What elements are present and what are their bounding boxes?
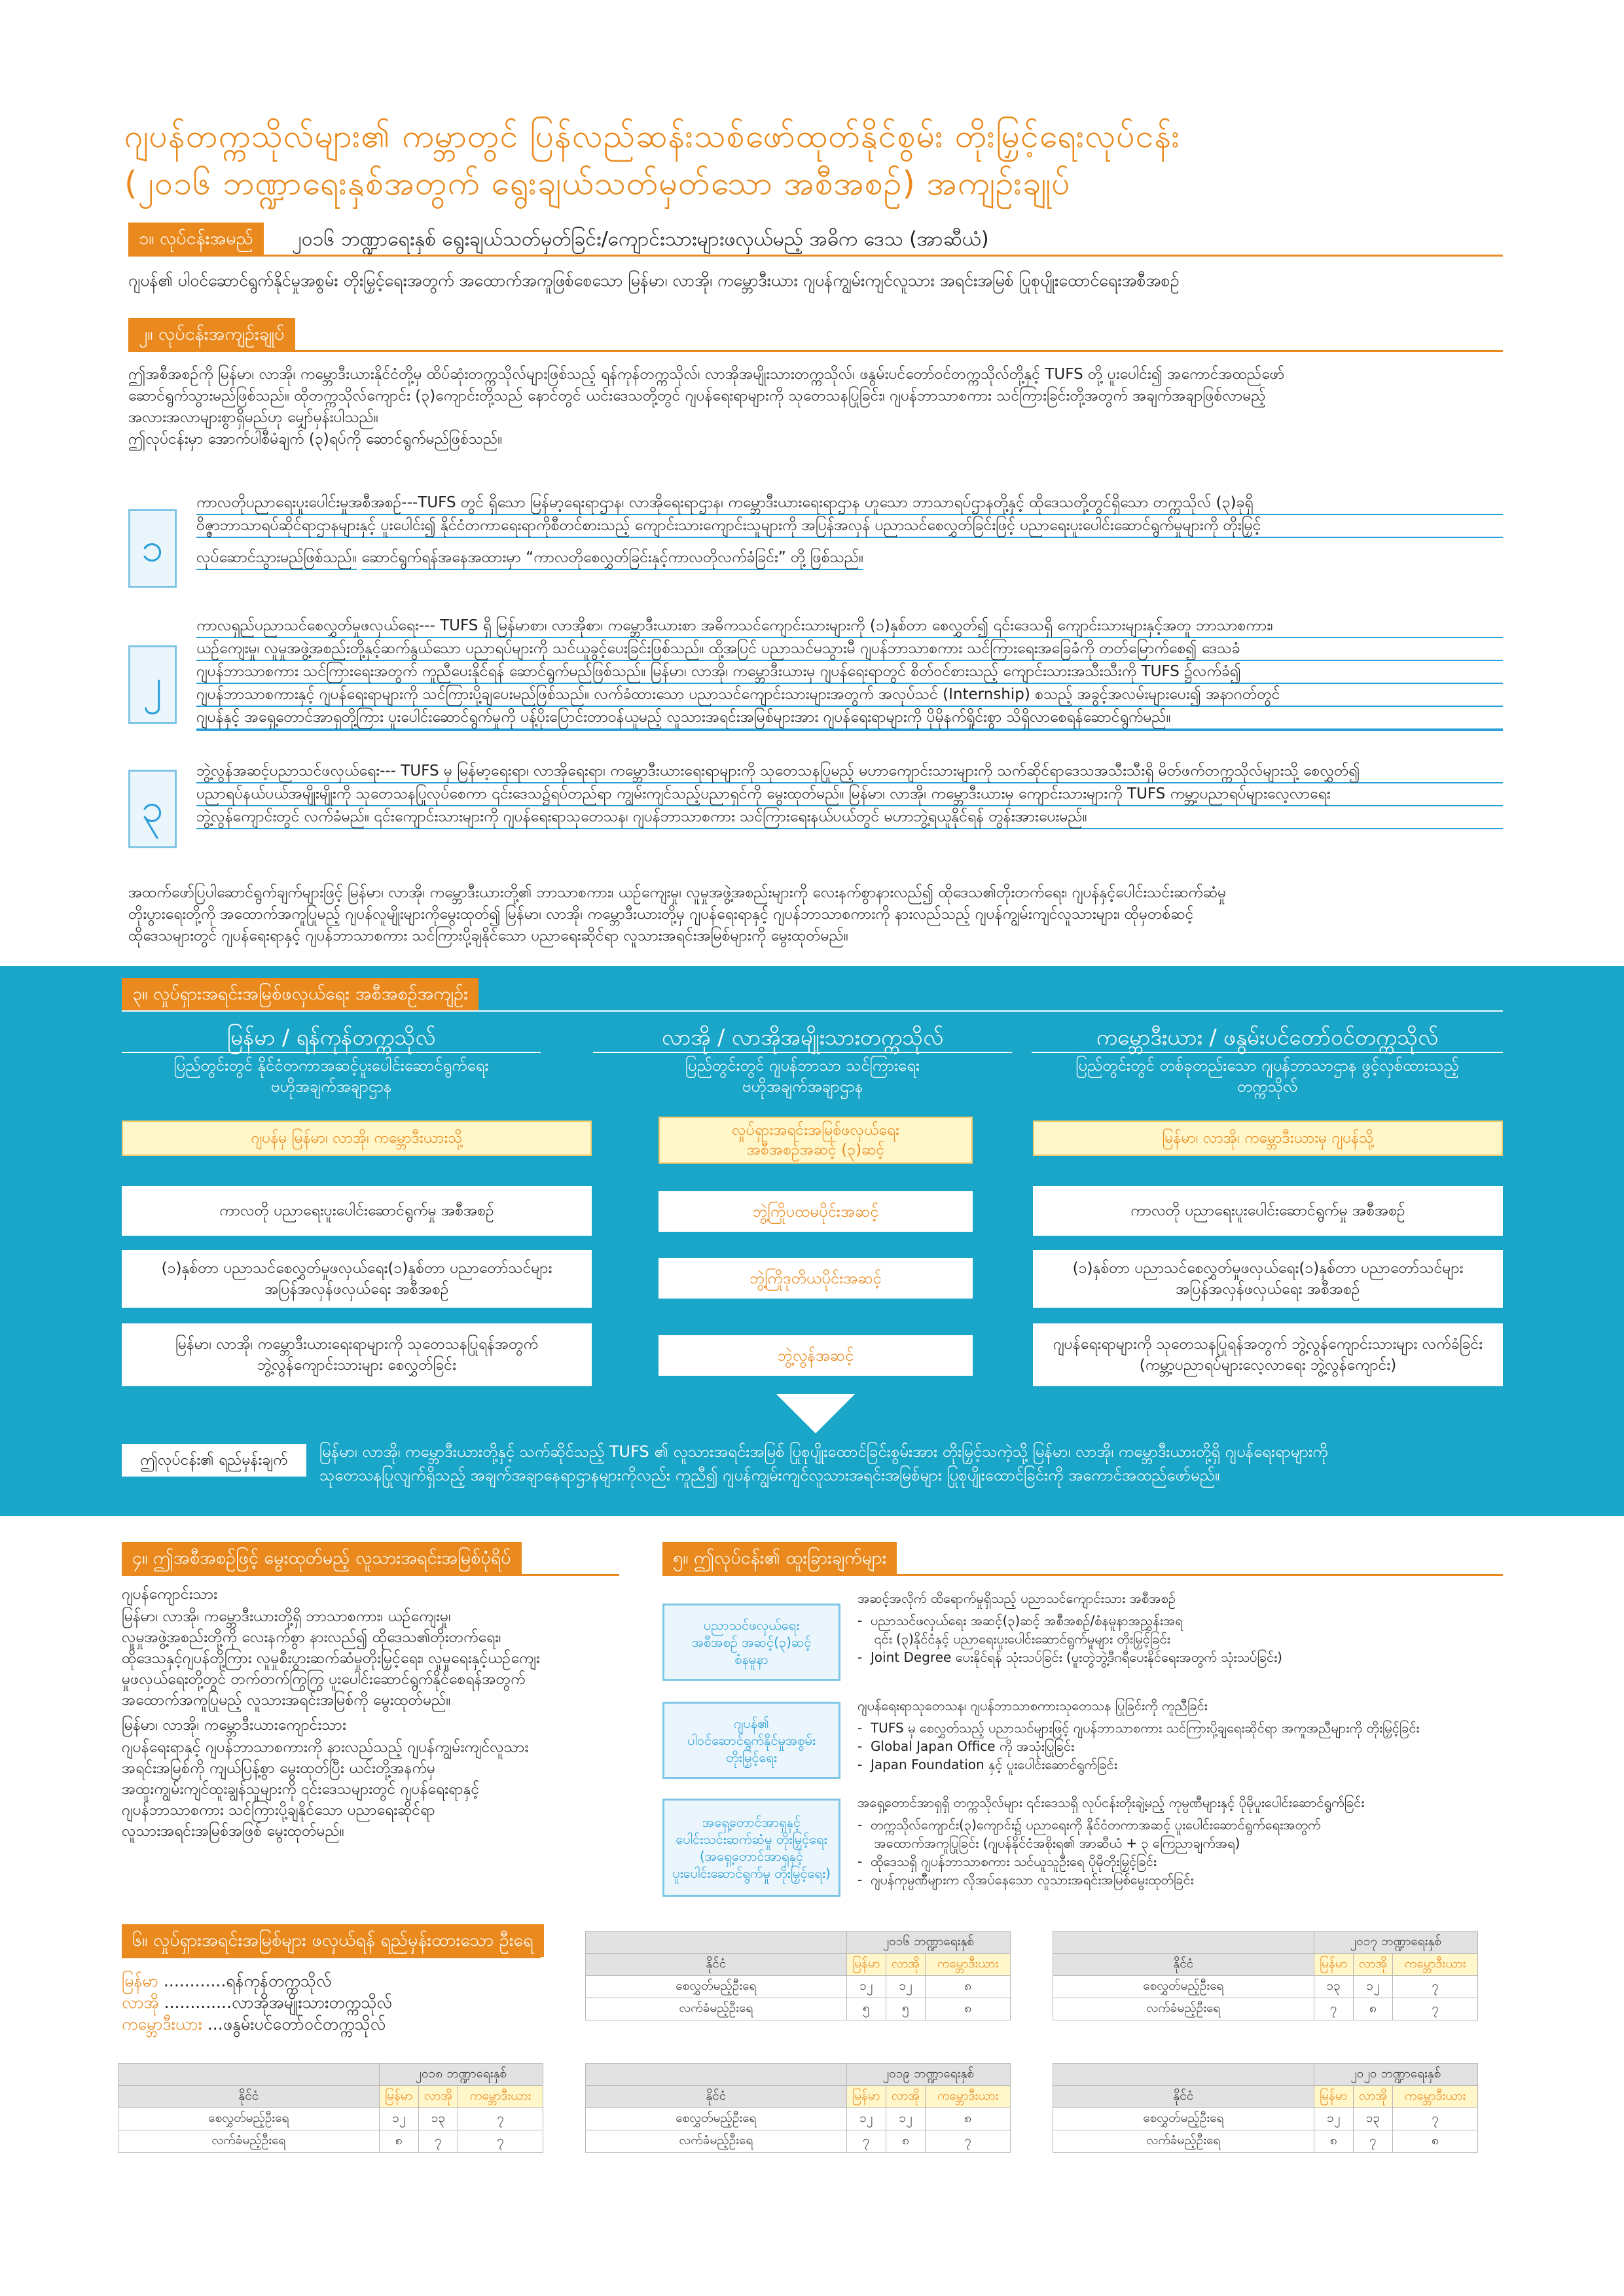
flow-japan-to-region: ဂျပန်မှ မြန်မာ၊ လာအို၊ ကမ္ဘောဒီးယားသို့ [122, 1121, 592, 1156]
row2-left [122, 1250, 592, 1308]
stage-graduate: ဘွဲ့လွန်အဆင့် [659, 1335, 973, 1376]
table-fy2020 [1053, 2063, 1478, 2153]
row-line: ဘွဲ့လွန်ကျောင်းသားများ စေလွှတ်ခြင်း [257, 1357, 456, 1374]
row-line: ဂျပန်ရေးရာများကို သုတေသနပြုရန်အတွက် ဘွဲ့လွန်ကျောင်းသားများ လက်ခံခြင်း [1053, 1336, 1483, 1353]
table-cell: ၈ [1353, 1998, 1393, 2020]
col-cambodia-head: ကမ္ဘောဒီးယား / ဖနွမ်းပင်တော်ဝင်တက္ကသိုလ် [1032, 1023, 1503, 1053]
col-cambodia-sub [1032, 1055, 1503, 1097]
table-col: မြန်မာ [846, 2086, 886, 2108]
table-cell: ၁၂ [846, 1976, 886, 1998]
table-blank [1053, 2064, 1314, 2086]
bullet: - တက္ကသိုလ်ကျောင်း(၃)ကျောင်း၌ ပညာရေးကို နိုင်ငံတကာအဆင့် ပူးပေါင်းဆောင်ရွက်ရေးအတွက် [857, 1817, 1321, 1833]
table-blank [586, 1931, 847, 1954]
table-cell: ၈ [379, 2130, 418, 2153]
text-line: မြန်မာ၊ လာအို၊ ကမ္ဘောဒီးယားတို့ရှိ ဘာသာစကား၊ ယဉ်ကျေးမှု၊ [122, 1608, 451, 1625]
table-row-label: စေလွှတ်မည့်ဦးရေ [586, 2108, 847, 2130]
row3-right [1033, 1323, 1503, 1386]
item-line: လုပ်ဆောင်သွားမည်ဖြစ်သည်။ [196, 547, 357, 570]
bullet: - Joint Degree ပေးနိုင်ရန် သုံးသပ်ခြင်း (ပူးတွဲဘွဲ့ဒီဂရီပေးနိုင်ရေးအတွက် သုံးသပ်ခြင်း) [857, 1649, 1282, 1665]
row-line: (ကမ္ဘာ့ပညာရပ်များလေ့လာရေး ဘွဲ့လွန်ကျောင်း) [1139, 1357, 1397, 1374]
bullet: - Global Japan Office ကို အသုံးပြုခြင်း [857, 1738, 1075, 1754]
arrow-down-icon [776, 1394, 855, 1433]
text-line: လူသားအရင်းအမြစ်အဖြစ် မွေးထုတ်မည်။ [122, 1823, 344, 1840]
feature3-box [662, 1799, 840, 1897]
col-laos-sub [593, 1055, 1012, 1097]
table-cell: ၇ [926, 2130, 1011, 2153]
table-blank [1053, 1931, 1314, 1954]
bullet-text: Global Japan Office ကို အသုံးပြုခြင်း [870, 1738, 1075, 1754]
table-cell: ၇ [1393, 2108, 1478, 2130]
table-row-label: စေလွှတ်မည့်ဦးရေ [118, 2108, 380, 2130]
flow-line: လှုပ်ရှားအရင်းအမြစ်ဖလှယ်ရေး [732, 1122, 899, 1139]
row2-right [1033, 1250, 1503, 1308]
table-year: ၂၀၁၆ ဘဏ္ဍာရေးနှစ် [846, 1931, 1010, 1954]
outro-line: အထက်ဖော်ပြပါဆောင်ရွက်ချက်များဖြင့် မြန်မာ၊ လာအို၊ ကမ္ဘောဒီးယားတို့၏ ဘာသာစကား၊ ယဉ်ကျေးမှု၊ လူမှုအဖွဲ့အစည်းများကို လေးနက်စွာနားလည်၍ ထိုဒေသ၏တိုးတက်ရေး၊ ဂျပန်နှင့်ပေါင်းသင်းဆက်ဆံမှု [128, 884, 1227, 901]
section5-label: ၅။ ဤလုပ်ငန်း၏ ထူးခြားချက်များ [662, 1542, 897, 1575]
table-year: ၂၀၁၉ ဘဏ္ဍာရေးနှစ် [846, 2064, 1010, 2086]
box-line: ပါဝင်ဆောင်ရွက်နိုင်မှုအစွမ်း [687, 1732, 816, 1748]
box-line: စံနမူနာ [734, 1651, 768, 1667]
section3-label: ၃။ လှုပ်ရှားအရင်းအမြစ်ဖလှယ်ရေး အစီအစဉ်အကျဉ်း [122, 978, 478, 1011]
table-cell: ၁၃ [1314, 1976, 1353, 1998]
section4-label: ၄။ ဤအစီအစဉ်ဖြင့် မွေးထုတ်မည့် လူသားအရင်းအမြစ်ပုံရိပ် [122, 1542, 522, 1575]
table-col: ကမ္ဘောဒီးယား [926, 2086, 1011, 2108]
bullet: - ပညာသင်ဖလှယ်ရေး အဆင့်(၃)ဆင့် အစီအစဉ်/စံနမူနာအညွှန်းအရ [857, 1613, 1183, 1628]
table-cell: ၅ [886, 1998, 926, 2020]
feature2-head: ဂျပန်ရေးရာသုတေသန၊ ဂျပန်ဘာသာစကားသုတေသန ပြုခြင်းကို ကူညီခြင်း [857, 1698, 1208, 1713]
table-cell: ၇ [458, 2130, 543, 2153]
text-line: မှုဖလှယ်ရေးတို့တွင် တက်တက်ကြွကြွ ပူးပေါင်းဆောင်ရွက်နိုင်စေရန်အတွက် [122, 1671, 526, 1688]
table-col: ကမ္ဘောဒီးယား [458, 2086, 543, 2108]
table-cell: ၇ [1393, 1998, 1478, 2020]
table-blank [118, 2064, 380, 2086]
item1-text [196, 492, 1503, 570]
box-line: ပေါင်းသင်းဆက်ဆံမှု တိုးမြှင့်ရေး [676, 1831, 827, 1847]
sub-line: ပြည်တွင်းတွင် တစ်ခုတည်းသော ဂျပန်ဘာသာဌာန ဖွင့်လှစ်ထားသည့် [1075, 1056, 1459, 1075]
bullet-text: Japan Foundation နှင့် ပူးပေါင်းဆောင်ရွက်ခြင်း [870, 1757, 1117, 1772]
section6-label: ၆။ လှုပ်ရှားအရင်းအမြစ်များ ဖလှယ်ရန် ရည်မှန်းထားသော ဦးရေ [122, 1924, 544, 1957]
table-row-label: လက်ခံမည့်ဦးရေ [1053, 2130, 1314, 2153]
box-line: (အရှေ့တောင်အာရှနှင့် [699, 1848, 804, 1864]
item2-number: ၂ [128, 645, 177, 724]
partner-laos: လာအို .............လာအိုအမျိုးသားတက္ကသိုလ် [122, 1993, 392, 2012]
text-line: အရင်းအမြစ်ကို ကျယ်ပြန့်စွာ မွေးထုတ်ပြီး ယင်းတို့အနက်မှ [122, 1760, 436, 1777]
partner-uni: ဖနွမ်းပင်တော်ဝင်တက္ကသိုလ် [223, 2015, 386, 2034]
item-note: ဆောင်ရွက်ရန်အနေအထားမှာ “ကာလတိုစေလွှတ်ခြင်းနှင့်ကာလတိုလက်ခံခြင်း” တို့ ဖြစ်သည်။ [361, 547, 863, 570]
title-line-2: (၂၀၁၆ ဘဏ္ဍာရေးနှစ်အတွက် ရွေးချယ်သတ်မှတ်သော အစီအစဉ်) အကျဉ်းချုပ် [124, 164, 1071, 202]
item-line: ဝိဇ္ဇာဘာသာရပ်ဆိုင်ရာဌာနများနှင့် ပူးပေါင်း၍ နိုင်ငံတကာရေးရာကိုစီတင်စားသည့် ကျောင်းသားကျောင်းသူများကို အပြန်အလှန် ပညာသင်စေလွှတ်ခြင်းဖြင့် ပညာရေးပူးပေါင်းဆောင်ရွက်မှုများကို တိုးမြှင့် [196, 515, 1503, 538]
table-cell: ၁၂ [886, 1976, 926, 1998]
sub-line: ဗဟိုအချက်အချာဌာန [270, 1077, 392, 1096]
table-cell: ၁၃ [1353, 2108, 1393, 2130]
feature2-bullets [857, 1719, 1503, 1774]
table-cell: ၈ [886, 2130, 926, 2153]
feature3-bullets [857, 1816, 1503, 1889]
table-col-country: နိုင်ငံ [1053, 2086, 1314, 2108]
table-col: လာအို [418, 2086, 458, 2108]
text-line: အထူးကျွမ်းကျင်ထူးချွန်သူများကို ၎င်းဒေသများတွင် ဂျပန်ရေးရာနှင့် [122, 1781, 480, 1798]
table-col: ကမ္ဘောဒီးယား [926, 1954, 1011, 1976]
table-col: မြန်မာ [846, 1954, 886, 1976]
table-col-country: နိုင်ငံ [118, 2086, 380, 2108]
intro-line: အလားအလာများစွာရှိမည်ဟု မျှော်မှန်းပါသည်။ [128, 409, 379, 426]
table-col-country: နိုင်ငံ [586, 1954, 847, 1976]
partner-cambodia: ကမ္ဘောဒီးယား ...ဖနွမ်းပင်တော်ဝင်တက္ကသိုလ် [122, 2015, 386, 2034]
bullet: အထောက်အကူပြုခြင်း (ဂျပန်နိုင်ငံအစိုးရ၏ အာဆီယံ + ၃ ကြေညာချက်အရ) [857, 1835, 1240, 1851]
bullet-text: ဂျပန်ကုမ္ပဏီများက လိုအပ်နေသော လူသားအရင်းအမြစ်မွေးထုတ်ခြင်း [870, 1872, 1194, 1888]
table-cell: ၇ [458, 2108, 543, 2130]
table-cell: ၇ [1353, 2130, 1393, 2153]
section2-outro [128, 882, 1503, 947]
table-col-country: နိုင်ငံ [1053, 1954, 1314, 1976]
item-line: ကာလရှည်ပညာသင်စေလွှတ်မှုဖလှယ်ရေး--- TUFS ရှိ မြန်မာစာ၊ လာအိုစာ၊ ကမ္ဘောဒီးယားစာ အဓိကသင်ကျောင်းသားများကို (၁)နှစ်တာ စေလွှတ်၍ ၎င်းဒေသရှိ ကျောင်းသားများနှင့်အတူ ဘာသာစကား၊ [196, 615, 1503, 638]
feature1-box [662, 1604, 840, 1681]
stage-undergrad-1: ဘွဲ့ကြိုပထမပိုင်းအဆင့် [659, 1191, 973, 1232]
stage-undergrad-2: ဘွဲ့ကြိုဒုတိယပိုင်းအဆင့် [659, 1258, 973, 1299]
feature1-head: အဆင့်အလိုက် ထိရောက်မှုရှိသည့် ပညာသင်ကျောင်းသား အစီအစဉ် [857, 1590, 1176, 1606]
bullet-text: TUFS မှ စေလွှတ်သည့် ပညာသင်များဖြင့် ဂျပန်ဘာသာစကား သင်ကြားပို့ချရေးဆိုင်ရာ အကူအညီများကို တိုးမြှင့်ခြင်း [870, 1720, 1420, 1736]
bullet: - TUFS မှ စေလွှတ်သည့် ပညာသင်များဖြင့် ဂျပန်ဘာသာစကား သင်ကြားပို့ချရေးဆိုင်ရာ အကူအညီများကို တိုးမြှင့်ခြင်း [857, 1720, 1420, 1736]
table-year: ၂၀၁၇ ဘဏ္ဍာရေးနှစ် [1314, 1931, 1477, 1954]
item-line: ဘွဲ့လွန်အဆင့်ပညာသင်ဖလှယ်ရေး--- TUFS မှ မြန်မာ့ရေးရာ၊ လာအိုရေးရာ၊ ကမ္ဘောဒီးယားရေးရာများကို သုတေသနပြုမည့် မဟာကျောင်းသားများကို သက်ဆိုင်ရာဒေသအသီးသီးရှိ မိတ်ဖက်တက္ကသိုလ်များသို့ စေလွှတ်၍ [196, 761, 1503, 783]
box-line: ပူးပေါင်းဆောင်ရွက်မှု တိုးမြှင့်ရေး) [672, 1865, 831, 1881]
box-line: ဂျပန်၏ [733, 1715, 770, 1731]
sub-line: တက္ကသိုလ် [1236, 1077, 1298, 1096]
table-cell: ၈ [926, 2108, 1011, 2130]
bullet: ၎င်း (၃)နိုင်ငံနှင့် ပညာရေးပူးပေါင်းဆောင်ရွက်မှုများ တိုးမြှင့်ခြင်း [857, 1631, 1170, 1647]
table-row-label: စေလွှတ်မည့်ဦးရေ [1053, 1976, 1314, 1998]
section2-intro [128, 364, 1503, 450]
goal-label: ဤလုပ်ငန်း၏ ရည်မှန်းချက် [122, 1444, 306, 1477]
feature2-box [662, 1702, 840, 1779]
table-col: လာအို [1353, 2086, 1393, 2108]
table-cell: ၁၂ [379, 2108, 418, 2130]
text-line: ဂျပန်ဘာသာစကား သင်ကြားပို့ချနိုင်သော ပညာရေးဆိုင်ရာ [122, 1802, 435, 1819]
row-line: (၁)နှစ်တာ ပညာသင်စေလွှတ်မှုဖလှယ်ရေး(၁)နှစ်တာ ပညာတော်သင်များ [161, 1260, 552, 1277]
regional-student-text [122, 1737, 619, 1842]
table-row-label: စေလွှတ်မည့်ဦးရေ [586, 1976, 847, 1998]
partner-country: မြန်မာ [122, 1971, 158, 1990]
table-fy2017 [1053, 1931, 1478, 2020]
table-col: မြန်မာ [1314, 2086, 1353, 2108]
table-cell: ၇ [1393, 1976, 1478, 1998]
table-cell: ၁၃ [418, 2108, 458, 2130]
table-row-label: လက်ခံမည့်ဦးရေ [586, 1998, 847, 2020]
table-cell: ၈ [926, 1976, 1011, 1998]
table-col: ကမ္ဘောဒီးယား [1393, 1954, 1478, 1976]
table-blank [586, 2064, 847, 2086]
item-line: ဘွဲ့လွန်ကျောင်းတွင် လက်ခံမည်။ ၎င်းကျောင်းသားများကို ဂျပန်ရေးရာသုတေသန၊ ဂျပန်ဘာသာစကား သင်ကြားရေးနယ်ပယ်တွင် မဟာဘွဲ့ရယူနိုင်ရန် တွန်းအားပေးမည်။ [196, 806, 1503, 829]
table-row-label: လက်ခံမည့်ဦးရေ [1053, 1998, 1314, 2020]
partner-uni: ရန်ကုန်တက္ကသိုလ် [226, 1971, 332, 1990]
table-cell: ၈ [1393, 2130, 1478, 2153]
item-line: ပညာရပ်နယ်ပယ်အမျိုးမျိုးကို သုတေသနပြုလုပ်စေကာ ၎င်းဒေသ၌ရပ်တည်ရာ ကျွမ်းကျင်သည့်ပညာရှင်ကို မွေးထုတ်မည်။ မြန်မာ၊ လာအို၊ ကမ္ဘောဒီးယားမှ ကျောင်းသားများကို TUFS ကမ္ဘာ့ပညာရပ်များလေ့လာရေး [196, 783, 1503, 806]
title-line-1: ဂျပန်တက္ကသိုလ်များ၏ ကမ္ဘာတွင် ပြန်လည်ဆန်းသစ်ဖော်ထုတ်နိုင်စွမ်း တိုးမြှင့်ရေးလုပ်ငန်း [124, 117, 1181, 155]
table-col: ကမ္ဘောဒီးယား [1393, 2086, 1478, 2108]
partner-country: လာအို [122, 1993, 159, 2012]
col-laos-head: လာအို / လာအိုအမျိုးသားတက္ကသိုလ် [593, 1023, 1012, 1053]
row-line: မြန်မာ၊ လာအို၊ ကမ္ဘောဒီးယားရေးရာများကို သုတေသနပြုရန်အတွက် [175, 1336, 539, 1353]
page-title [124, 113, 1512, 207]
outro-line: တိုးပွားရေးတို့ကို အထောက်အကူပြုမည့် ဂျပန်လူမျိုးများကိုမွေးထုတ်၍ မြန်မာ၊ လာအို၊ ကမ္ဘောဒီးယားတို့မှ ဂျပန်ရေးရာနှင့် ဂျပန်ဘာသာစကားကို နားလည်သည့် ဂျပန်ကျွမ်းကျင်လူသားများ၊ ထိုမှတစ်ဆင့် [128, 906, 1194, 923]
section2-label: ၂။ လုပ်ငန်းအကျဉ်းချုပ် [128, 318, 295, 351]
item-line: ဂျပန်ဘာသာစကား သင်ကြားရေးအတွက် ကူညီပေးနိုင်ရန် ဆောင်ရွက်မည်ဖြစ်သည်။ မြန်မာ၊ လာအို၊ ကမ္ဘောဒီးယားမှ ဂျပန်ရေးရာတွင် စိတ်ဝင်စားသည့် ကျောင်းသားအသီးသီးကို TUFS ၌လက်ခံ၍ [196, 661, 1503, 684]
japanese-student-head: ဂျပန်ကျောင်းသား [122, 1586, 218, 1603]
item3-text [196, 761, 1503, 851]
sub-line: ပြည်တွင်းတွင် ဂျပန်ဘာသာ သင်ကြားရေး [685, 1056, 920, 1075]
item2-text [196, 615, 1503, 731]
partner-list [122, 1970, 392, 2035]
box-line: ပညာသင်ဖလှယ်ရေး [703, 1617, 800, 1633]
bullet: - Japan Foundation နှင့် ပူးပေါင်းဆောင်ရွက်ခြင်း [857, 1757, 1117, 1772]
table-col-country: နိုင်ငံ [586, 2086, 847, 2108]
row-line: အပြန်အလှန်ဖလှယ်ရေး အစီအစဉ် [264, 1281, 449, 1298]
outro-line: ထိုဒေသများတွင် ဂျပန်ရေးရာနှင့် ဂျပန်ဘာသာစကား သင်ကြားပို့ချနိုင်သော ပညာရေးဆိုင်ရာ လူသားအရင်းအမြစ်များကို မွေးထုတ်မည်။ [128, 927, 848, 944]
sub-line: ဗဟိုအချက်အချာဌာန [742, 1077, 863, 1096]
item-line [196, 730, 1503, 731]
row-line: (၁)နှစ်တာ ပညာသင်စေလွှတ်မှုဖလှယ်ရေး(၁)နှစ်တာ ပညာတော်သင်များ [1072, 1260, 1464, 1277]
flow-line: အစီအစဉ်အဆင့် (၃)ဆင့် [746, 1141, 885, 1158]
table-row-label: လက်ခံမည့်ဦးရေ [118, 2130, 380, 2153]
goal-text [319, 1440, 1504, 1487]
table-cell: ၇ [1314, 1998, 1353, 2020]
table-cell: ၇ [846, 2130, 886, 2153]
row-line: အပြန်အလှန်ဖလှယ်ရေး အစီအစဉ် [1176, 1281, 1360, 1298]
goal-line: သုတေသနပြုလျက်ရှိသည့် အချက်အချာနေရာဌာနများကိုလည်း ကူညီ၍ ဂျပန်ကျွမ်းကျင်လူသားအရင်းအမြစ်များ ပြုစုပျိုးထောင်ခြင်းကို အကောင်အထည်ဖော်မည်။ [319, 1466, 1220, 1484]
bullet-text: Joint Degree ပေးနိုင်ရန် သုံးသပ်ခြင်း (ပူးတွဲဘွဲ့ဒီဂရီပေးနိုင်ရေးအတွက် သုံးသပ်ခြင်း) [870, 1649, 1282, 1665]
table-col: မြန်မာ [1314, 1954, 1353, 1976]
item-line: ယဉ်ကျေးမှု၊ လူမှုအဖွဲ့အစည်းတို့နှင့်ဆက်နွယ်သော ပညာရပ်များကို သင်ယူခွင့်ပေးခြင်းဖြစ်သည်။ ထို့အပြင် ပညာသင်မသွားမီ ဂျပန်ဘာသာစကား သင်ကြားရေးအခြေခံကို တတ်မြောက်စေ၍ ဒေသခံ [196, 638, 1503, 661]
sub-line: ပြည်တွင်းတွင် နိုင်ငံတကာအဆင့်ပူးပေါင်းဆောင်ရွက်ရေး [173, 1056, 489, 1075]
feature3-head: အရှေ့တောင်အာရှရှိ တက္ကသိုလ်များ ၎င်းဒေသရှိ လုပ်ငန်းတိုးချဲ့မည့် ကုမ္ပဏီများနှင့် ပိုမိုပူးပေါင်းဆောင်ရွက်ခြင်း [857, 1795, 1365, 1810]
table-fy2019 [585, 2063, 1011, 2153]
section1-label: ၁။ လုပ်ငန်းအမည် [128, 223, 264, 255]
table-col: လာအို [886, 1954, 926, 1976]
regional-student-head: မြန်မာ၊ လာအို၊ ကမ္ဘောဒီးယားကျောင်းသား [122, 1717, 346, 1734]
item3-number: ၃ [128, 770, 177, 848]
table-cell: ၅ [846, 1998, 886, 2020]
partner-uni: လာအိုအမျိုးသားတက္ကသိုလ် [231, 1993, 392, 2012]
row3-left [122, 1323, 592, 1386]
table-cell: ၁၂ [1353, 1976, 1393, 1998]
table-row-label: လက်ခံမည့်ဦးရေ [586, 2130, 847, 2153]
bullet: - ထိုဒေသရှိ ဂျပန်ဘာသာစကား သင်ယူသူဦးရေ ပိုမိုတိုးမြှင့်ခြင်း [857, 1854, 1157, 1869]
partner-country: ကမ္ဘောဒီးယား [122, 2015, 202, 2034]
section1-desc: ဂျပန်၏ ပါဝင်ဆောင်ရွက်နိုင်မှုအစွမ်း တိုးမြှင့်ရေးအတွက် အထောက်အကူဖြစ်စေသော မြန်မာ၊ လာအို၊ ကမ္ဘောဒီးယား ဂျပန်ကျွမ်းကျင်လူသား အရင်းအမြစ် ပြုစုပျိုးထောင်ရေးအစီအစဉ် [128, 271, 1180, 290]
table-cell: ၇ [418, 2130, 458, 2153]
bullet-text: ထိုဒေသရှိ ဂျပန်ဘာသာစကား သင်ယူသူဦးရေ ပိုမိုတိုးမြှင့်ခြင်း [870, 1854, 1157, 1869]
table-cell: ၈ [1314, 2130, 1353, 2153]
box-line: တိုးမြှင့်ရေး [726, 1749, 777, 1765]
text-line: အထောက်အကူပြုမည့် လူသားအရင်းအမြစ်ကို မွေးထုတ်မည်။ [122, 1692, 451, 1709]
text-line: ဂျပန်ရေးရာနှင့် ဂျပန်ဘာသာစကားကို နားလည်သည့် ဂျပန်ကျွမ်းကျင်လူသား [122, 1739, 529, 1756]
table-cell: ၈ [926, 1998, 1011, 2020]
table-cell: ၁၂ [846, 2108, 886, 2130]
table-col: လာအို [1353, 1954, 1393, 1976]
japanese-student-text [122, 1606, 619, 1711]
table-col: မြန်မာ [379, 2086, 418, 2108]
box-line: အစီအစဉ် အဆင့်(၃)ဆင့် [691, 1634, 812, 1650]
feature1-bullets [857, 1611, 1503, 1666]
item1-number: ၁ [128, 509, 177, 588]
row1-right: ကာလတို ပညာရေးပူးပေါင်းဆောင်ရွက်မှု အစီအစဉ် [1033, 1186, 1503, 1236]
col-myanmar-head: မြန်မာ / ရန်ကုန်တက္ကသိုလ် [122, 1023, 541, 1053]
table-row-label: စေလွှတ်မည့်ဦးရေ [1053, 2108, 1314, 2130]
intro-line: ဤအစီအစဉ်ကို မြန်မာ၊ လာအို၊ ကမ္ဘောဒီးယားနိုင်ငံတို့မှ ထိပ်ဆုံးတက္ကသိုလ်များဖြစ်သည့် ရန်ကုန်တက္ကသိုလ်၊ လာအိုအမျိုးသားတက္ကသိုလ်၊ ဖနွမ်းပင်တော်ဝင်တက္ကသိုလ်တို့နှင့် TUFS တို့ ပူးပေါင်း၍ အကောင်အထည်ဖော် [128, 366, 1285, 383]
col-myanmar-sub [122, 1055, 541, 1097]
text-line: လူမှုအဖွဲ့အစည်းတို့ကို လေးနက်စွာ နားလည်၍ ထိုဒေသ၏တိုးတက်ရေး၊ [122, 1629, 501, 1646]
table-fy2018 [118, 2063, 543, 2153]
table-fy2016 [585, 1931, 1011, 2020]
flow-region-to-japan: မြန်မာ၊ လာအို၊ ကမ္ဘောဒီးယားမှ ဂျပန်သို့ [1033, 1121, 1503, 1156]
table-cell: ၁၂ [886, 2108, 926, 2130]
table-col: လာအို [886, 2086, 926, 2108]
intro-line: ဆောင်ရွက်သွားမည်ဖြစ်သည်။ ထိုတက္ကသိုလ်ကျောင်း (၃)ကျောင်းတို့သည် နောင်တွင် ယင်းဒေသတို့တွင် ဂျပန်ရေးရာများကို သုတေသနပြုခြင်း၊ ဂျပန်ဘာသာစကား သင်ကြားခြင်းတို့အတွက် အချက်အချာဖြစ်လာမည့် [128, 387, 1266, 404]
bullet: - ဂျပန်ကုမ္ပဏီများက လိုအပ်နေသော လူသားအရင်းအမြစ်မွေးထုတ်ခြင်း [857, 1872, 1194, 1888]
item-line: ကာလတိုပညာရေးပူးပေါင်းမှုအစီအစဉ်---TUFS တွင် ရှိသော မြန်မာ့ရေးရာဌာန၊ လာအိုရေးရာဌာန၊ ကမ္ဘောဒီးယားရေးရာဌာန ဟူသော ဘာသာရပ်ဌာနတို့နှင့် ထိုဒေသတို့တွင်ရှိသော တက္ကသိုလ် (၃)ခုရှိ [196, 492, 1503, 515]
section1-value: ၂၀၁၆ ဘဏ္ဍာရေးနှစ် ရွေးချယ်သတ်မှတ်ခြင်း/ကျောင်းသားများဖလှယ်မည့် အဓိက ဒေသ (အာဆီယံ) [292, 228, 989, 251]
goal-line: မြန်မာ၊ လာအို၊ ကမ္ဘောဒီးယားတို့နှင့် သက်ဆိုင်သည့် TUFS ၏ လူသားအရင်းအမြစ် ပြုစုပျိုးထောင်ခြင်းစွမ်းအား တိုးမြှင့်သကဲ့သို့ မြန်မာ၊ လာအို၊ ကမ္ဘောဒီးယားတို့ရှိ ဂျပန်ရေးရာများကို [319, 1443, 1328, 1461]
partner-myanmar: မြန်မာ ............ရန်ကုန်တက္ကသိုလ် [122, 1971, 332, 1990]
item-line: ဂျပန်နှင့် အရှေ့တောင်အာရှတို့ကြား ပူးပေါင်းဆောင်ရွက်မှုကို ပန့်ပိုးပြောင်းတာဝန်ယူမည့် လူသားအရင်းအမြစ်များအား ဂျပန်ရေးရာများကို ပိုမိုနက်ရှိုင်းစွာ သိရှိလာစေရန်ဆောင်ရွက်မည်။ [196, 707, 1503, 730]
table-year: ၂၀၂၀ ဘဏ္ဍာရေးနှစ် [1314, 2064, 1477, 2086]
table-year: ၂၀၁၈ ဘဏ္ဍာရေးနှစ် [379, 2064, 543, 2086]
box-line: အရှေ့တောင်အာရှနှင့် [702, 1814, 801, 1830]
table-cell: ၁၂ [1314, 2108, 1353, 2130]
flow-three-stages [659, 1117, 973, 1164]
intro-line: ဤလုပ်ငန်းမှာ အောက်ပါစီမံချက် (၃)ရပ်ကို ဆောင်ရွက်မည်ဖြစ်သည်။ [128, 431, 503, 448]
item-line: ဂျပန်ဘာသာစကားနှင့် ဂျပန်ရေးရာများကို သင်ကြားပို့ချပေးမည်ဖြစ်သည်။ လက်ခံထားသော ပညာသင်ကျောင်းသားများအတွက် အလုပ်သင် (Internship) စသည့် အခွင့်အလမ်းများပေး၍ အနာဂတ်တွင် [196, 684, 1503, 707]
row1-left: ကာလတို ပညာရေးပူးပေါင်းဆောင်ရွက်မှု အစီအစဉ် [122, 1186, 592, 1236]
text-line: ထိုဒေသနှင့်ဂျပန်တို့ကြား လူမှုစီးပွားဆက်ဆံမှုတိုးမြှင့်ရေး၊ လူမှုရေးနှင့်ယဉ်ကျေး [122, 1650, 540, 1667]
